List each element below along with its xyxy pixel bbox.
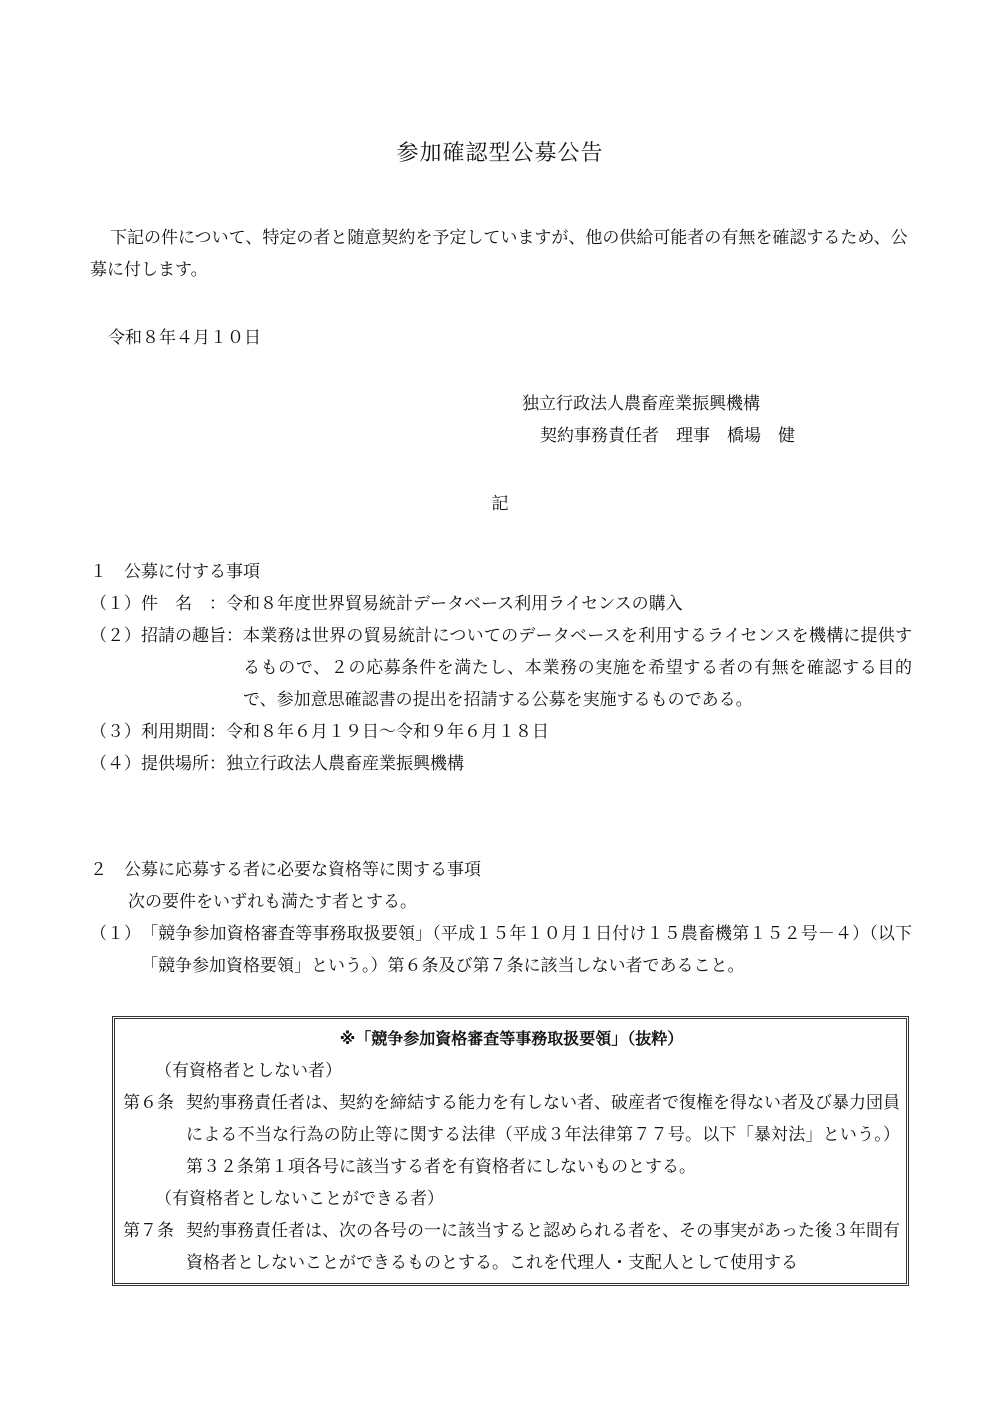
intro-paragraph <box>90 222 912 286</box>
section-2-subtext: 次の要件をいずれも満たす者とする。 <box>128 892 417 912</box>
section-2-heading: ２ 公募に応募する者に必要な資格等に関する事項 <box>90 860 481 880</box>
item-label: 件 名 ： <box>141 594 226 614</box>
item-text: 本業務は世界の貿易統計についてのデータベースを利用するライセンスを機構に提供するもので、２の応募条件を満たし、本業務の実施を希望する者の有無を確認する目的で、参加意思確認書の提出を招請する公募を実施するものである。 <box>243 626 912 710</box>
item-label: 招請の趣旨： <box>141 626 243 646</box>
article-7-text: 契約事務責任者は、次の各号の一に該当すると認められる者を、その事実があった後３年間有資格者としないことができるものとする。これを代理人・支配人として使用する <box>186 1221 900 1273</box>
section-1-heading: １ 公募に付する事項 <box>90 562 260 582</box>
article-6-caption: （有資格者としない者） <box>155 1061 342 1081</box>
notice-date: 令和８年４月１０日 <box>108 328 261 348</box>
excerpt-title: ※「競争参加資格審査等事務取扱要領」（抜粋） <box>339 1029 684 1048</box>
article-7 <box>123 1215 900 1279</box>
article-6 <box>123 1087 900 1183</box>
item-text: 令和８年度世界貿易統計データベース利用ライセンスの購入 <box>226 594 683 614</box>
item-text: 「競争参加資格審査等事務取扱要領」（平成１５年１０月１日付け１５農畜機第１５２号－４）（以下「競争参加資格要領」という。）第６条及び第７条に該当しない者であること。 <box>141 924 912 976</box>
section-1-item-2 <box>90 620 912 716</box>
item-label: 利用期間： <box>141 722 226 742</box>
issuer-person: 契約事務責任者 理事 橋場 健 <box>540 426 795 446</box>
document-title: 参加確認型公募公告 <box>396 141 604 166</box>
item-number: （１） <box>90 924 141 944</box>
section-1 <box>90 556 912 780</box>
ki-marker: 記 <box>491 494 509 514</box>
item-number: （４） <box>90 754 141 774</box>
intro-text: 下記の件について、特定の者と随意契約を予定していますが、他の供給可能者の有無を確認するため、公募に付します。 <box>90 228 908 280</box>
article-7-number: 第７条 <box>123 1221 174 1241</box>
item-text: 令和８年６月１９日～令和９年６月１８日 <box>226 722 549 742</box>
section-2 <box>90 854 912 982</box>
item-label: 提供場所： <box>141 754 226 774</box>
section-2-item-1 <box>90 918 912 982</box>
issuer-organization: 独立行政法人農畜産業振興機構 <box>522 394 760 414</box>
issuer-block <box>522 388 922 452</box>
item-number: （３） <box>90 722 141 742</box>
section-1-item-3 <box>90 716 912 748</box>
article-6-text: 契約事務責任者は、契約を締結する能力を有しない者、破産者で復権を得ない者及び暴力団員による不当な行為の防止等に関する法律（平成３年法律第７７号。以下「暴対法」という。）第３２条第１項各号に該当する者を有資格者にしないものとする。 <box>186 1093 900 1177</box>
section-1-item-1 <box>90 588 912 620</box>
item-text: 独立行政法人農畜産業振興機構 <box>226 754 464 774</box>
item-number: （１） <box>90 594 141 614</box>
excerpt-box <box>112 1016 909 1286</box>
section-1-item-4 <box>90 748 912 780</box>
article-7-caption: （有資格者としないことができる者） <box>155 1189 444 1209</box>
item-number: （２） <box>90 626 141 646</box>
article-6-number: 第６条 <box>123 1093 174 1113</box>
